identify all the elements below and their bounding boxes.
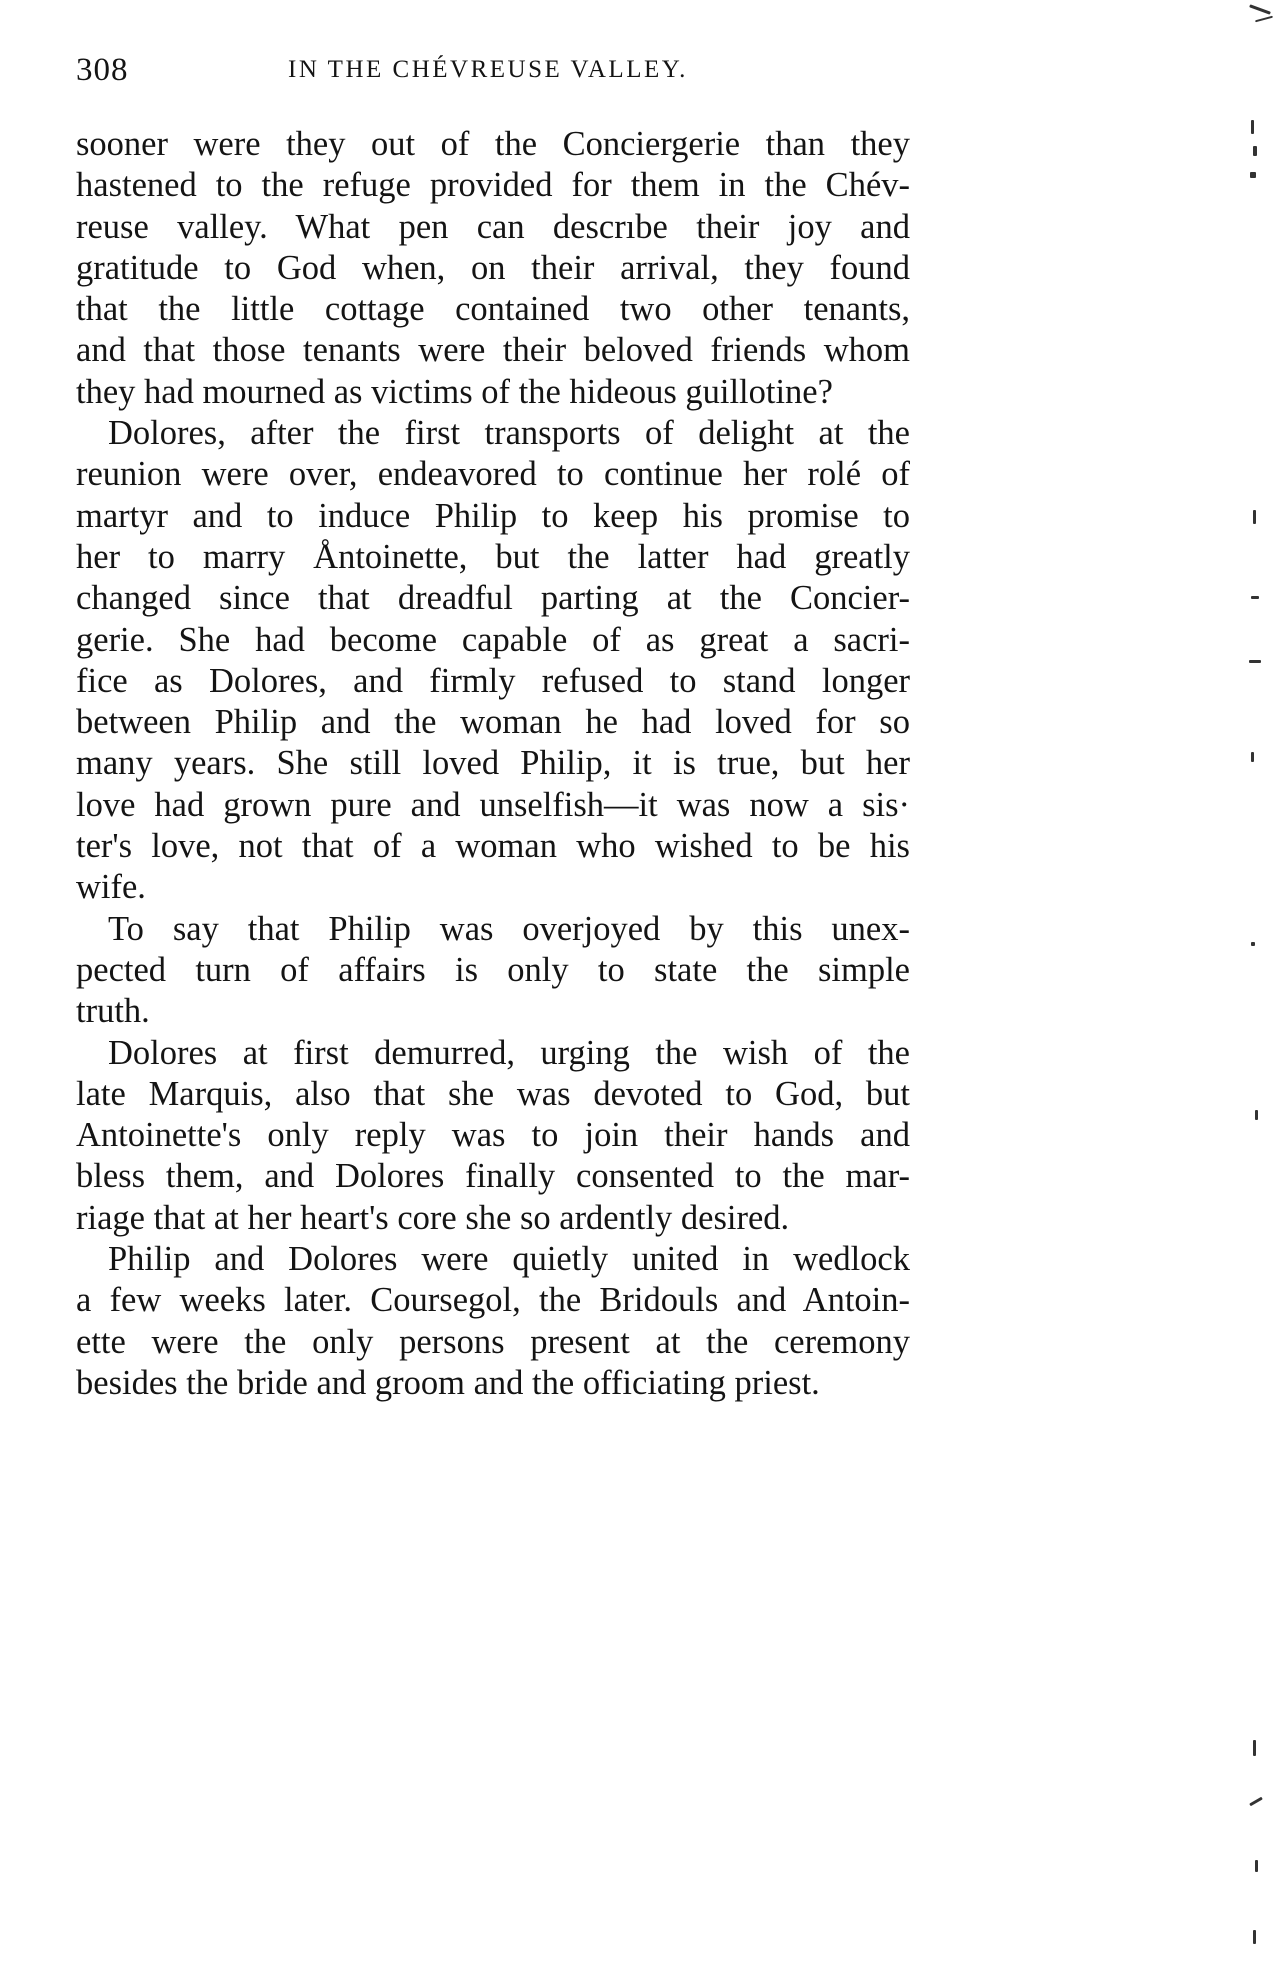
- text-line: they had mourned as victims of the hideous guillotine?: [76, 372, 833, 411]
- scan-speck: [1249, 1797, 1263, 1807]
- scan-speck: [1251, 120, 1254, 134]
- text-line: reunion were over, endeavored to continue her rolé of: [76, 455, 910, 494]
- text-line: pected turn of affairs is only to state the simple: [76, 950, 910, 989]
- text-line: hastened to the refuge provided for them in the Chév-: [76, 166, 910, 205]
- text-line: between Philip and the woman he had loved for so: [76, 703, 910, 742]
- scan-speck: [1253, 146, 1257, 156]
- text-line: wife.: [76, 868, 146, 907]
- text-line: besides the bride and groom and the officiating priest.: [76, 1363, 820, 1402]
- text-line: truth.: [76, 992, 150, 1031]
- text-line: changed since that dreadful parting at the Concier-: [76, 579, 910, 618]
- text-line: Antoinette's only reply was to join their hands and: [76, 1116, 910, 1155]
- scan-speck: [1253, 1740, 1256, 1756]
- scan-speck: [1253, 510, 1256, 524]
- text-line: her to marry Åntoinette, but the latter had greatly: [76, 537, 910, 576]
- text-line: reuse valley. What pen can descrıbe their joy and: [76, 207, 910, 246]
- scan-speck: [1251, 596, 1259, 599]
- text-line: late Marquis, also that she was devoted to God, but: [76, 1074, 910, 1113]
- paragraph-start-line: To say that Philip was overjoyed by this unex-: [108, 909, 910, 948]
- scan-speck: [1255, 1860, 1258, 1872]
- scan-speck: [1253, 1930, 1256, 1944]
- page-number: 308: [76, 52, 129, 88]
- text-line: ette were the only persons present at the ceremony: [76, 1322, 910, 1361]
- scan-speck: [1249, 660, 1261, 663]
- paragraph-start-line: Dolores, after the first transports of delight at the: [108, 414, 910, 453]
- text-line: a few weeks later. Coursegol, the Bridouls and Antoin-: [76, 1281, 910, 1320]
- scan-edge-noise: [1245, 0, 1285, 1986]
- text-line: sooner were they out of the Conciergerie than they: [76, 125, 910, 163]
- page-header: [76, 52, 906, 92]
- paragraph-start-line: Dolores at first demurred, urging the wish of the: [108, 1033, 910, 1072]
- text-line: gratitude to God when, on their arrival, they found: [76, 248, 910, 287]
- text-line: that the little cottage contained two other tenants,: [76, 290, 910, 329]
- text-line: bless them, and Dolores finally consented to the mar-: [76, 1157, 910, 1196]
- text-line: many years. She still loved Philip, it is true, but her: [76, 744, 910, 783]
- text-line: love had grown pure and unselfish—it was now a sis·: [76, 785, 910, 824]
- scan-speck: [1249, 4, 1271, 14]
- text-line: ter's love, not that of a woman who wished to be his: [76, 827, 910, 866]
- scan-speck: [1251, 752, 1254, 762]
- text-line: and that those tenants were their beloved friends whom: [76, 331, 910, 370]
- scan-speck: [1250, 172, 1256, 178]
- text-line: riage that at her heart's core she so ardently desired.: [76, 1198, 790, 1237]
- running-title: IN THE CHÉVREUSE VALLEY.: [288, 56, 688, 83]
- text-line: gerie. She had become capable of as great a sacri-: [76, 620, 910, 659]
- scan-speck: [1251, 942, 1255, 946]
- scan-speck: [1255, 1110, 1258, 1120]
- text-line: fice as Dolores, and firmly refused to stand longer: [76, 661, 910, 700]
- text-line: martyr and to induce Philip to keep his promise to: [76, 496, 910, 535]
- scan-speck: [1255, 16, 1273, 23]
- paragraph-start-line: Philip and Dolores were quietly united in wedlock: [108, 1240, 910, 1279]
- body-text: [76, 124, 910, 1404]
